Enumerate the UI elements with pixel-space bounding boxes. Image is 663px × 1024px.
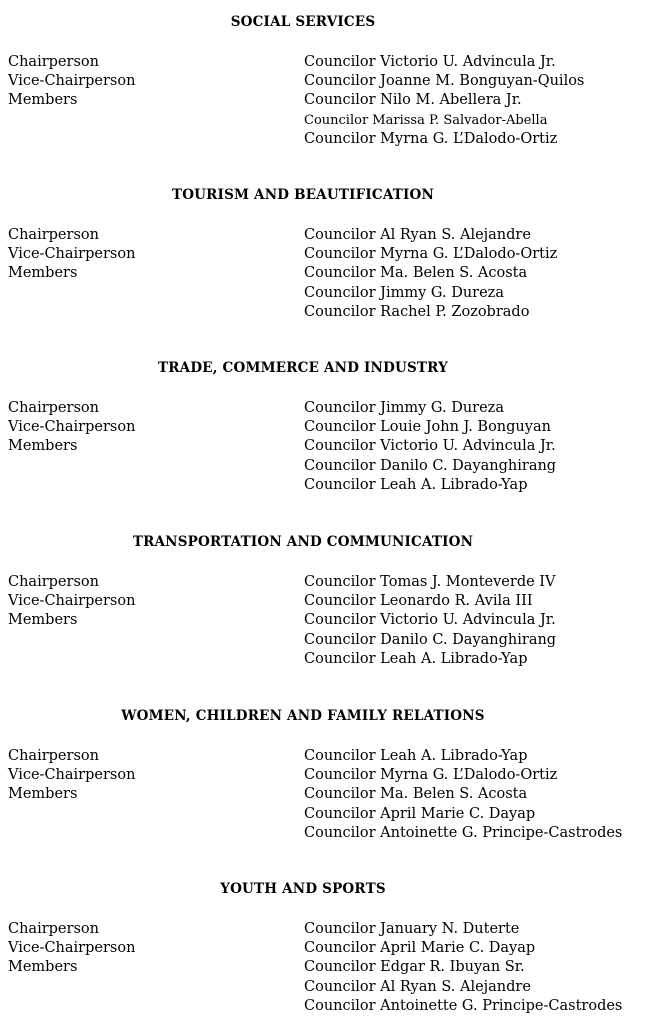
member-role: Chairperson	[8, 921, 99, 937]
member-role: Members	[8, 612, 78, 628]
member-name: Councilor Ma. Belen S. Acosta	[304, 265, 528, 281]
member-row	[0, 766, 663, 785]
member-name: Councilor Myrna G. L’Dalodo-Ortiz	[304, 131, 558, 147]
member-role: Members	[8, 438, 78, 454]
member-row	[0, 111, 663, 130]
section-title: TRANSPORTATION AND COMMUNICATION	[132, 534, 474, 550]
member-role: Members	[8, 92, 78, 108]
member-row	[0, 611, 663, 630]
member-name: Councilor Antoinette G. Principe-Castrodes	[304, 825, 623, 841]
member-name: Councilor Al Ryan S. Alejandre	[304, 979, 531, 995]
member-row	[0, 437, 663, 456]
section-title: YOUTH AND SPORTS	[220, 881, 386, 897]
member-row	[0, 805, 663, 824]
member-row	[0, 245, 663, 264]
committee-section-transportation-and-communication	[0, 533, 663, 673]
member-name: Councilor Danilo C. Dayanghirang	[304, 632, 557, 648]
member-name: Councilor Ma. Belen S. Acosta	[304, 786, 528, 802]
member-role: Chairperson	[8, 748, 99, 764]
member-row	[0, 457, 663, 476]
member-role: Members	[8, 786, 78, 802]
member-role: Chairperson	[8, 574, 99, 590]
section-title: WOMEN, CHILDREN AND FAMILY RELATIONS	[121, 708, 485, 724]
member-name: Councilor Leonardo R. Avila III	[304, 593, 533, 609]
member-row	[0, 939, 663, 958]
member-name: Councilor Marissa P. Salvador-Abella	[304, 113, 548, 128]
member-role: Members	[8, 959, 78, 975]
member-name: Councilor April Marie C. Dayap	[304, 940, 536, 956]
member-row	[0, 130, 663, 149]
member-name: Councilor Al Ryan S. Alejandre	[304, 227, 531, 243]
member-row	[0, 226, 663, 245]
member-name: Councilor Victorio U. Advincula Jr.	[304, 612, 556, 628]
member-role: Vice-Chairperson	[8, 73, 136, 89]
committee-section-trade-commerce-and-industry	[0, 359, 663, 499]
member-row	[0, 747, 663, 766]
member-name: Councilor Danilo C. Dayanghirang	[304, 458, 557, 474]
member-row	[0, 978, 663, 997]
member-row	[0, 284, 663, 303]
member-name: Councilor Tomas J. Monteverde IV	[304, 574, 556, 590]
member-row	[0, 399, 663, 418]
member-name: Councilor Leah A. Librado-Yap	[304, 651, 528, 667]
member-row	[0, 631, 663, 650]
member-name: Councilor Myrna G. L’Dalodo-Ortiz	[304, 246, 558, 262]
member-row	[0, 592, 663, 611]
member-row	[0, 72, 663, 91]
member-row	[0, 53, 663, 72]
member-name: Councilor Victorio U. Advincula Jr.	[304, 438, 556, 454]
committee-section-social-services	[0, 13, 663, 153]
member-row	[0, 91, 663, 110]
section-title: SOCIAL SERVICES	[230, 14, 376, 30]
committee-section-tourism-and-beautification	[0, 186, 663, 326]
member-row	[0, 650, 663, 669]
member-name: Councilor Antoinette G. Principe-Castrodes	[304, 998, 623, 1014]
member-row	[0, 997, 663, 1016]
member-role: Chairperson	[8, 54, 99, 70]
member-name: Councilor January N. Duterte	[304, 921, 520, 937]
member-role: Vice-Chairperson	[8, 419, 136, 435]
member-name: Councilor Joanne M. Bonguyan-Quilos	[304, 73, 585, 89]
member-name: Councilor Nilo M. Abellera Jr.	[304, 92, 522, 108]
member-name: Councilor Jimmy G. Dureza	[304, 400, 504, 416]
member-name: Councilor Jimmy G. Dureza	[304, 285, 504, 301]
member-name: Councilor April Marie C. Dayap	[304, 806, 536, 822]
member-name: Councilor Rachel P. Zozobrado	[304, 304, 530, 320]
member-name: Councilor Leah A. Librado-Yap	[304, 748, 528, 764]
member-row	[0, 920, 663, 939]
member-name: Councilor Myrna G. L’Dalodo-Ortiz	[304, 767, 558, 783]
member-row	[0, 303, 663, 322]
section-title: TRADE, COMMERCE AND INDUSTRY	[158, 360, 448, 376]
member-role: Vice-Chairperson	[8, 246, 136, 262]
member-name: Councilor Leah A. Librado-Yap	[304, 477, 528, 493]
committee-section-women-children-and-family-relations	[0, 707, 663, 847]
member-name: Councilor Louie John J. Bonguyan	[304, 419, 551, 435]
member-role: Vice-Chairperson	[8, 940, 136, 956]
member-row	[0, 785, 663, 804]
member-row	[0, 824, 663, 843]
member-role: Vice-Chairperson	[8, 767, 136, 783]
section-title: TOURISM AND BEAUTIFICATION	[171, 187, 435, 203]
member-row	[0, 264, 663, 283]
member-role: Vice-Chairperson	[8, 593, 136, 609]
member-row	[0, 418, 663, 437]
member-row	[0, 573, 663, 592]
member-row	[0, 958, 663, 977]
member-name: Councilor Victorio U. Advincula Jr.	[304, 54, 556, 70]
member-row	[0, 476, 663, 495]
member-role: Chairperson	[8, 227, 99, 243]
member-name: Councilor Edgar R. Ibuyan Sr.	[304, 959, 525, 975]
member-role: Members	[8, 265, 78, 281]
member-role: Chairperson	[8, 400, 99, 416]
committee-section-youth-and-sports	[0, 880, 663, 1020]
